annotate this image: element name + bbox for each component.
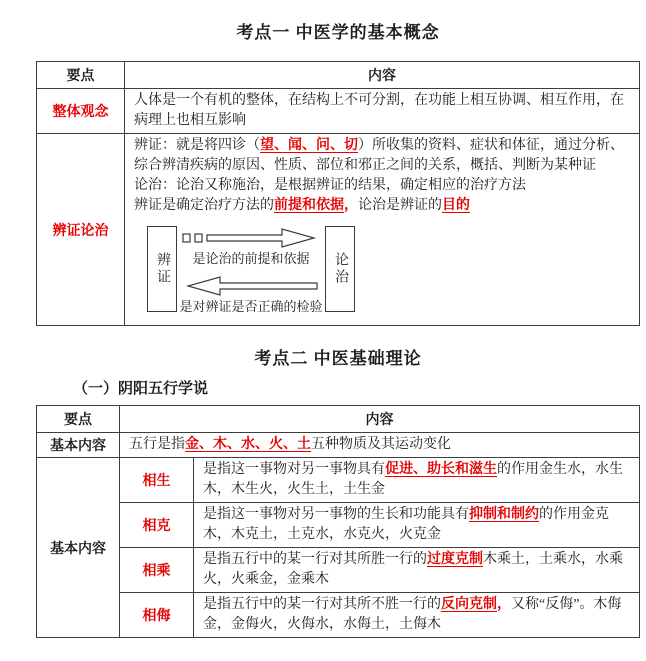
table-header-row — [37, 62, 640, 89]
column-header-keypoint: 要点 — [37, 406, 120, 433]
body-text: 是指这一事物对另一事物具有 — [203, 462, 385, 477]
body-text: 是指这一事物对另一事物的生长和功能具有 — [203, 507, 469, 522]
table-row — [37, 593, 640, 638]
content-xiangsheng — [194, 458, 640, 503]
red-comma: ， — [497, 597, 511, 612]
content-xiangke — [194, 503, 640, 548]
keypoint-holistic-concept: 整体观念 — [37, 89, 125, 134]
body-text: 又称“反侮”。木侮金，金侮火，火侮水，水侮土，土侮木 — [203, 597, 622, 632]
highlight-overrestrain: 过度克制 — [427, 552, 483, 567]
highlight-four-diagnostics: 望、闻、问、切 — [260, 138, 358, 153]
body-text: 是指五行中的某一行对其所胜一行的 — [203, 552, 427, 567]
body-text: 是指五行中的某一行对其所不胜一行的 — [203, 597, 441, 612]
top-arrow-label: 是论治的前提和依据 — [192, 251, 310, 266]
table-row — [37, 433, 640, 458]
table-row — [37, 548, 640, 593]
highlight-restrain: 抑制和制约 — [469, 507, 539, 522]
body-text: ）所收集的资料、症状和体征，通过分析、综合辨清疾病的原因、性质、部位和邪正之间的关系，概括、判断为某种证 — [134, 138, 624, 173]
table-row — [37, 89, 640, 134]
body-text: 论治是辨证的 — [358, 198, 442, 213]
paragraph-bianzheng — [134, 136, 630, 176]
highlight-premise-basis: 前提和依据 — [274, 198, 344, 213]
body-text: 辨证：就是将四诊（ — [134, 138, 260, 153]
content-xiangcheng — [194, 548, 640, 593]
body-text: 论治：论治又称施治，是根据辨证的结果，确定相应的治疗方法 — [134, 178, 526, 193]
table-row — [37, 134, 640, 326]
bottom-arrow-label: 是对辨证是否正确的检验 — [179, 299, 323, 314]
section1-title: 考点一 中医学的基本概念 — [236, 23, 440, 42]
keypoint-basic-content: 基本内容 — [37, 433, 120, 458]
bianzheng-lunzhi-diagram — [147, 226, 630, 317]
keypoint-xiangwu: 相侮 — [120, 593, 194, 638]
keypoint-basic-content-group: 基本内容 — [37, 458, 120, 638]
diagram-arrows — [180, 226, 322, 317]
keypoint-xiangke: 相克 — [120, 503, 194, 548]
left-arrow-icon — [180, 274, 322, 298]
body-text: 人体是一个有机的整体，在结构上不可分割，在功能上相互协调、相互作用，在病理上也相互影响 — [134, 93, 624, 128]
red-comma: ， — [344, 198, 358, 213]
paragraph-relation — [134, 196, 630, 216]
body-text: 的作用金生水，水生木，木生火，火生土，土生金 — [203, 462, 623, 497]
column-header-content: 内容 — [125, 62, 640, 89]
keypoint-xiangsheng: 相生 — [120, 458, 194, 503]
highlight-five-elements: 金、木、水、火、土 — [185, 437, 311, 452]
keypoint-xiangcheng: 相乘 — [120, 548, 194, 593]
keypoint-syndrome-differentiation: 辨证论治 — [37, 134, 125, 326]
body-text: 五种物质及其运动变化 — [311, 437, 451, 452]
paragraph-lunzhi — [134, 176, 630, 196]
section1-table — [36, 61, 640, 326]
content-syndrome-differentiation — [125, 134, 640, 326]
content-five-elements — [120, 433, 640, 458]
table-row — [37, 503, 640, 548]
diagram-box-lunzhi: 论治 — [325, 226, 355, 312]
right-arrow-icon — [180, 226, 322, 250]
section2-table — [36, 405, 640, 638]
table-header-row — [37, 406, 640, 433]
highlight-reverse-restrain: 反向克制 — [441, 597, 497, 612]
body-text: 的作用金克木，木克土，土克水，水克火，火克金 — [203, 507, 609, 542]
body-text: 辨证是确定治疗方法的 — [134, 198, 274, 213]
column-header-content: 内容 — [120, 406, 640, 433]
content-xiangwu — [194, 593, 640, 638]
content-holistic-concept — [125, 89, 640, 134]
column-header-keypoint: 要点 — [37, 62, 125, 89]
body-text: 木乘土，土乘水，水乘火，火乘金，金乘木 — [203, 552, 623, 587]
diagram-box-bianzheng: 辨证 — [147, 226, 177, 312]
body-text: 五行是指 — [129, 437, 185, 452]
highlight-purpose: 目的 — [442, 198, 470, 213]
table-row — [37, 458, 640, 503]
highlight-promote: 促进、助长和滋生 — [385, 462, 497, 477]
section2-subtitle: （一）阴阳五行学说 — [73, 381, 209, 397]
section2-title: 考点二 中医基础理论 — [254, 349, 422, 368]
